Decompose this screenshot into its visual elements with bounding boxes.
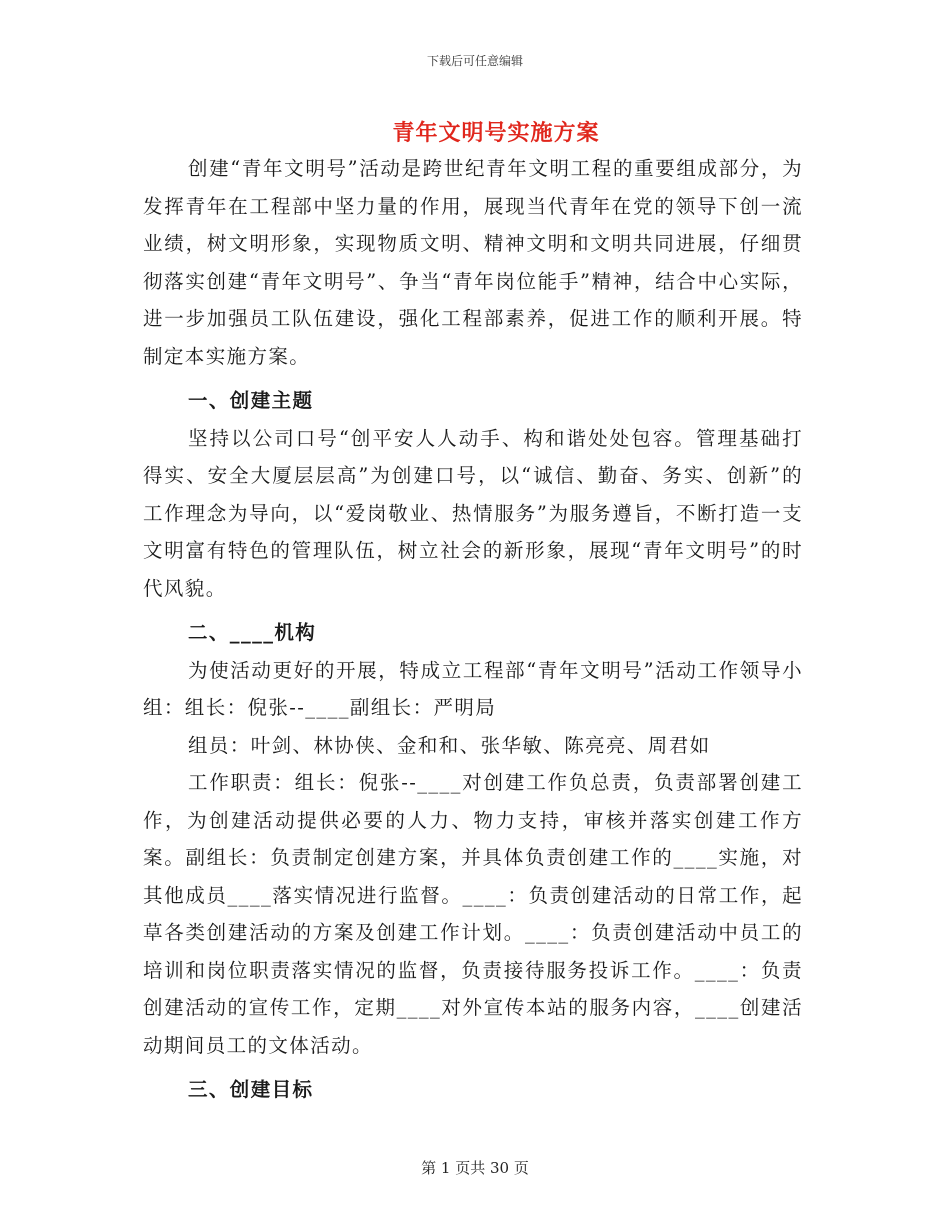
document-body — [143, 150, 803, 1109]
document-title: 青年文明号实施方案 — [392, 120, 600, 146]
intro-paragraph: 创建“青年文明号”活动是跨世纪青年文明工程的重要组成部分，为发挥青年在工程部中坚力量的作用，展现当代青年在党的领导下创一流业绩，树文明形象，实现物质文明、精神文明和文明共同进展，仔细贯彻落实创建“青年文明号”、争当“青年岗位能手”精神，结合中心实际，进一步加强员工队伍建设，强化工程部素养，促进工作的顺利开展。特制定本实施方案。 — [143, 157, 803, 368]
organization-paragraph: 为使活动更好的开展，特成立工程部“青年文明号”活动工作领导小组：组长：倪张--____副组长：严明局 — [143, 658, 803, 719]
page-number-footer: 第 1 页共 30 页 — [421, 1159, 529, 1177]
theme-paragraph: 坚持以公司口号“创平安人人动手、构和谐处处包容。管理基础打得实、安全大厦层层高”为创建口号，以“诚信、勤奋、务实、创新”的工作理念为导向，以“爱岗敬业、热情服务”为服务遵旨，不断打造一支文明富有特色的管理队伍，树立社会的新形象，展现“青年文明号”的时代风貌。 — [143, 426, 803, 600]
header-note: 下载后可任意编辑 — [426, 54, 523, 68]
section-heading-organization: 二、____机构 — [188, 621, 317, 644]
section-heading-theme: 一、创建主题 — [188, 389, 314, 412]
section-heading-goals: 三、创建目标 — [188, 1078, 314, 1101]
members-paragraph: 组员：叶剑、林协侠、金和和、张华敏、陈亮亮、周君如 — [188, 733, 711, 757]
duties-paragraph: 工作职责：组长：倪张--____对创建工作负总责，负责部署创建工作，为创建活动提供必要的人力、物力支持，审核并落实创建工作方案。副组长：负责制定创建方案，并具体负责创建工作的____实施，对其他成员____落实情况进行监督。____：负责创建活动的日常工作，起草各类创建活动的方案及创建工作计划。____：负责创建活动中员工的培训和岗位职责落实情况的监督，负责接待服务投诉工作。____：负责创建活动的宣传工作，定期____对外宣传本站的服务内容，____创建活动期间员工的文体活动。 — [143, 771, 803, 1057]
